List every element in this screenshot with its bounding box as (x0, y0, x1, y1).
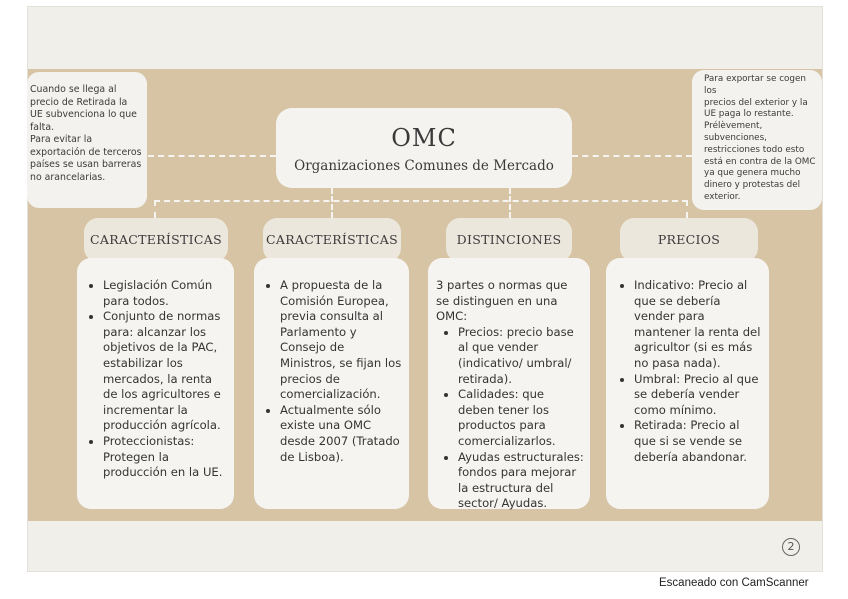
list-item: • Conjunto de normas para: alcanzar los objetivos de la PAC, estabilizar los mercados, la renta de los agricultores e incrementar la producción agrícola. (103, 309, 228, 434)
note-right-line: está en contra de la OMC (704, 156, 816, 167)
connector-col-4 (686, 200, 688, 218)
note-left-line: exportación de terceros (30, 146, 142, 158)
connector-right (572, 155, 692, 157)
omc-title: OMC (391, 124, 457, 152)
card-distinciones (428, 258, 590, 509)
list-item: • Calidades: que deben tener los productos para comercializarlos. (458, 387, 584, 449)
page-number: 2 (782, 538, 800, 556)
list-item: • Ayudas estructurales: fondos para mejorar la estructura del sector/ Ayudas. (458, 450, 584, 512)
note-right-line: Para exportar se cogen los (704, 74, 806, 96)
scanner-watermark: Escaneado con CamScanner (659, 577, 809, 589)
omc-subtitle: Organizaciones Comunes de Mercado (294, 158, 554, 174)
card-list (436, 325, 584, 512)
note-left-line: Para evitar la (30, 134, 93, 145)
card-list (89, 278, 228, 481)
list-item: • Umbral: Precio al que se debería vender como mínimo. (634, 372, 763, 419)
card-list (266, 278, 403, 465)
note-right-line: UE paga lo restante. (704, 109, 794, 120)
list-item: • Retirada: Precio al que si se vende se debería abandonar. (634, 418, 763, 465)
distinciones-intro: 3 partes o normas que se distinguen en una OMC: (436, 278, 568, 324)
note-right-line: ya que genera mucho (704, 168, 801, 179)
list-item: • Legislación Común para todos. (103, 278, 228, 309)
connector-horizontal (154, 200, 688, 202)
note-right-line: exterior. (704, 191, 741, 202)
connector-col-3 (509, 188, 511, 218)
note-right-line: restricciones todo esto (704, 144, 805, 155)
column-header-distinciones: DISTINCIONES (446, 218, 572, 262)
note-left-line: no arancelarias. (30, 171, 106, 183)
note-right-line: precios del exterior y la (704, 97, 808, 108)
list-item: • Proteccionistas: Protegen la producción en la UE. (103, 434, 228, 481)
connector-col-2 (331, 188, 333, 218)
list-item: • A propuesta de la Comisión Europea, previa consulta al Parlamento y Consejo de Ministros, se fijan los precios de comercialización. (280, 278, 403, 403)
list-item: • Indicativo: Precio al que se debería vender para mantener la renta del agricultor (si es más no pasa nada). (634, 278, 763, 372)
note-left (27, 72, 147, 208)
card-caracteristicas-2 (254, 258, 409, 509)
note-right-line: Prélèvement, (704, 121, 763, 132)
note-right-line: dinero y protestas del (704, 180, 801, 191)
column-header-caracteristicas-1: CARACTERÍSTICAS (84, 218, 228, 262)
column-header-precios: PRECIOS (620, 218, 758, 262)
note-left-line: precio de Retirada la (30, 96, 128, 108)
note-right-line: subvenciones, (704, 132, 767, 143)
column-header-caracteristicas-2: CARACTERÍSTICAS (263, 218, 401, 262)
note-left-line: falta. (30, 121, 55, 133)
note-left-line: Cuando se llega al (30, 84, 117, 95)
note-left-line: UE subvenciona lo que (30, 109, 137, 120)
list-item: • Precios: precio base al que vender (indicativo/ umbral/ retirada). (458, 325, 584, 387)
connector-left (148, 155, 276, 157)
note-right (692, 70, 822, 210)
list-item: • Actualmente sólo existe una OMC desde 2007 (Tratado de Lisboa). (280, 403, 403, 465)
card-precios (606, 258, 769, 509)
card-list (620, 278, 763, 465)
card-caracteristicas-1 (77, 258, 234, 509)
note-left-line: países se usan barreras (30, 159, 142, 170)
connector-col-1 (154, 200, 156, 218)
center-title-box (276, 108, 572, 188)
